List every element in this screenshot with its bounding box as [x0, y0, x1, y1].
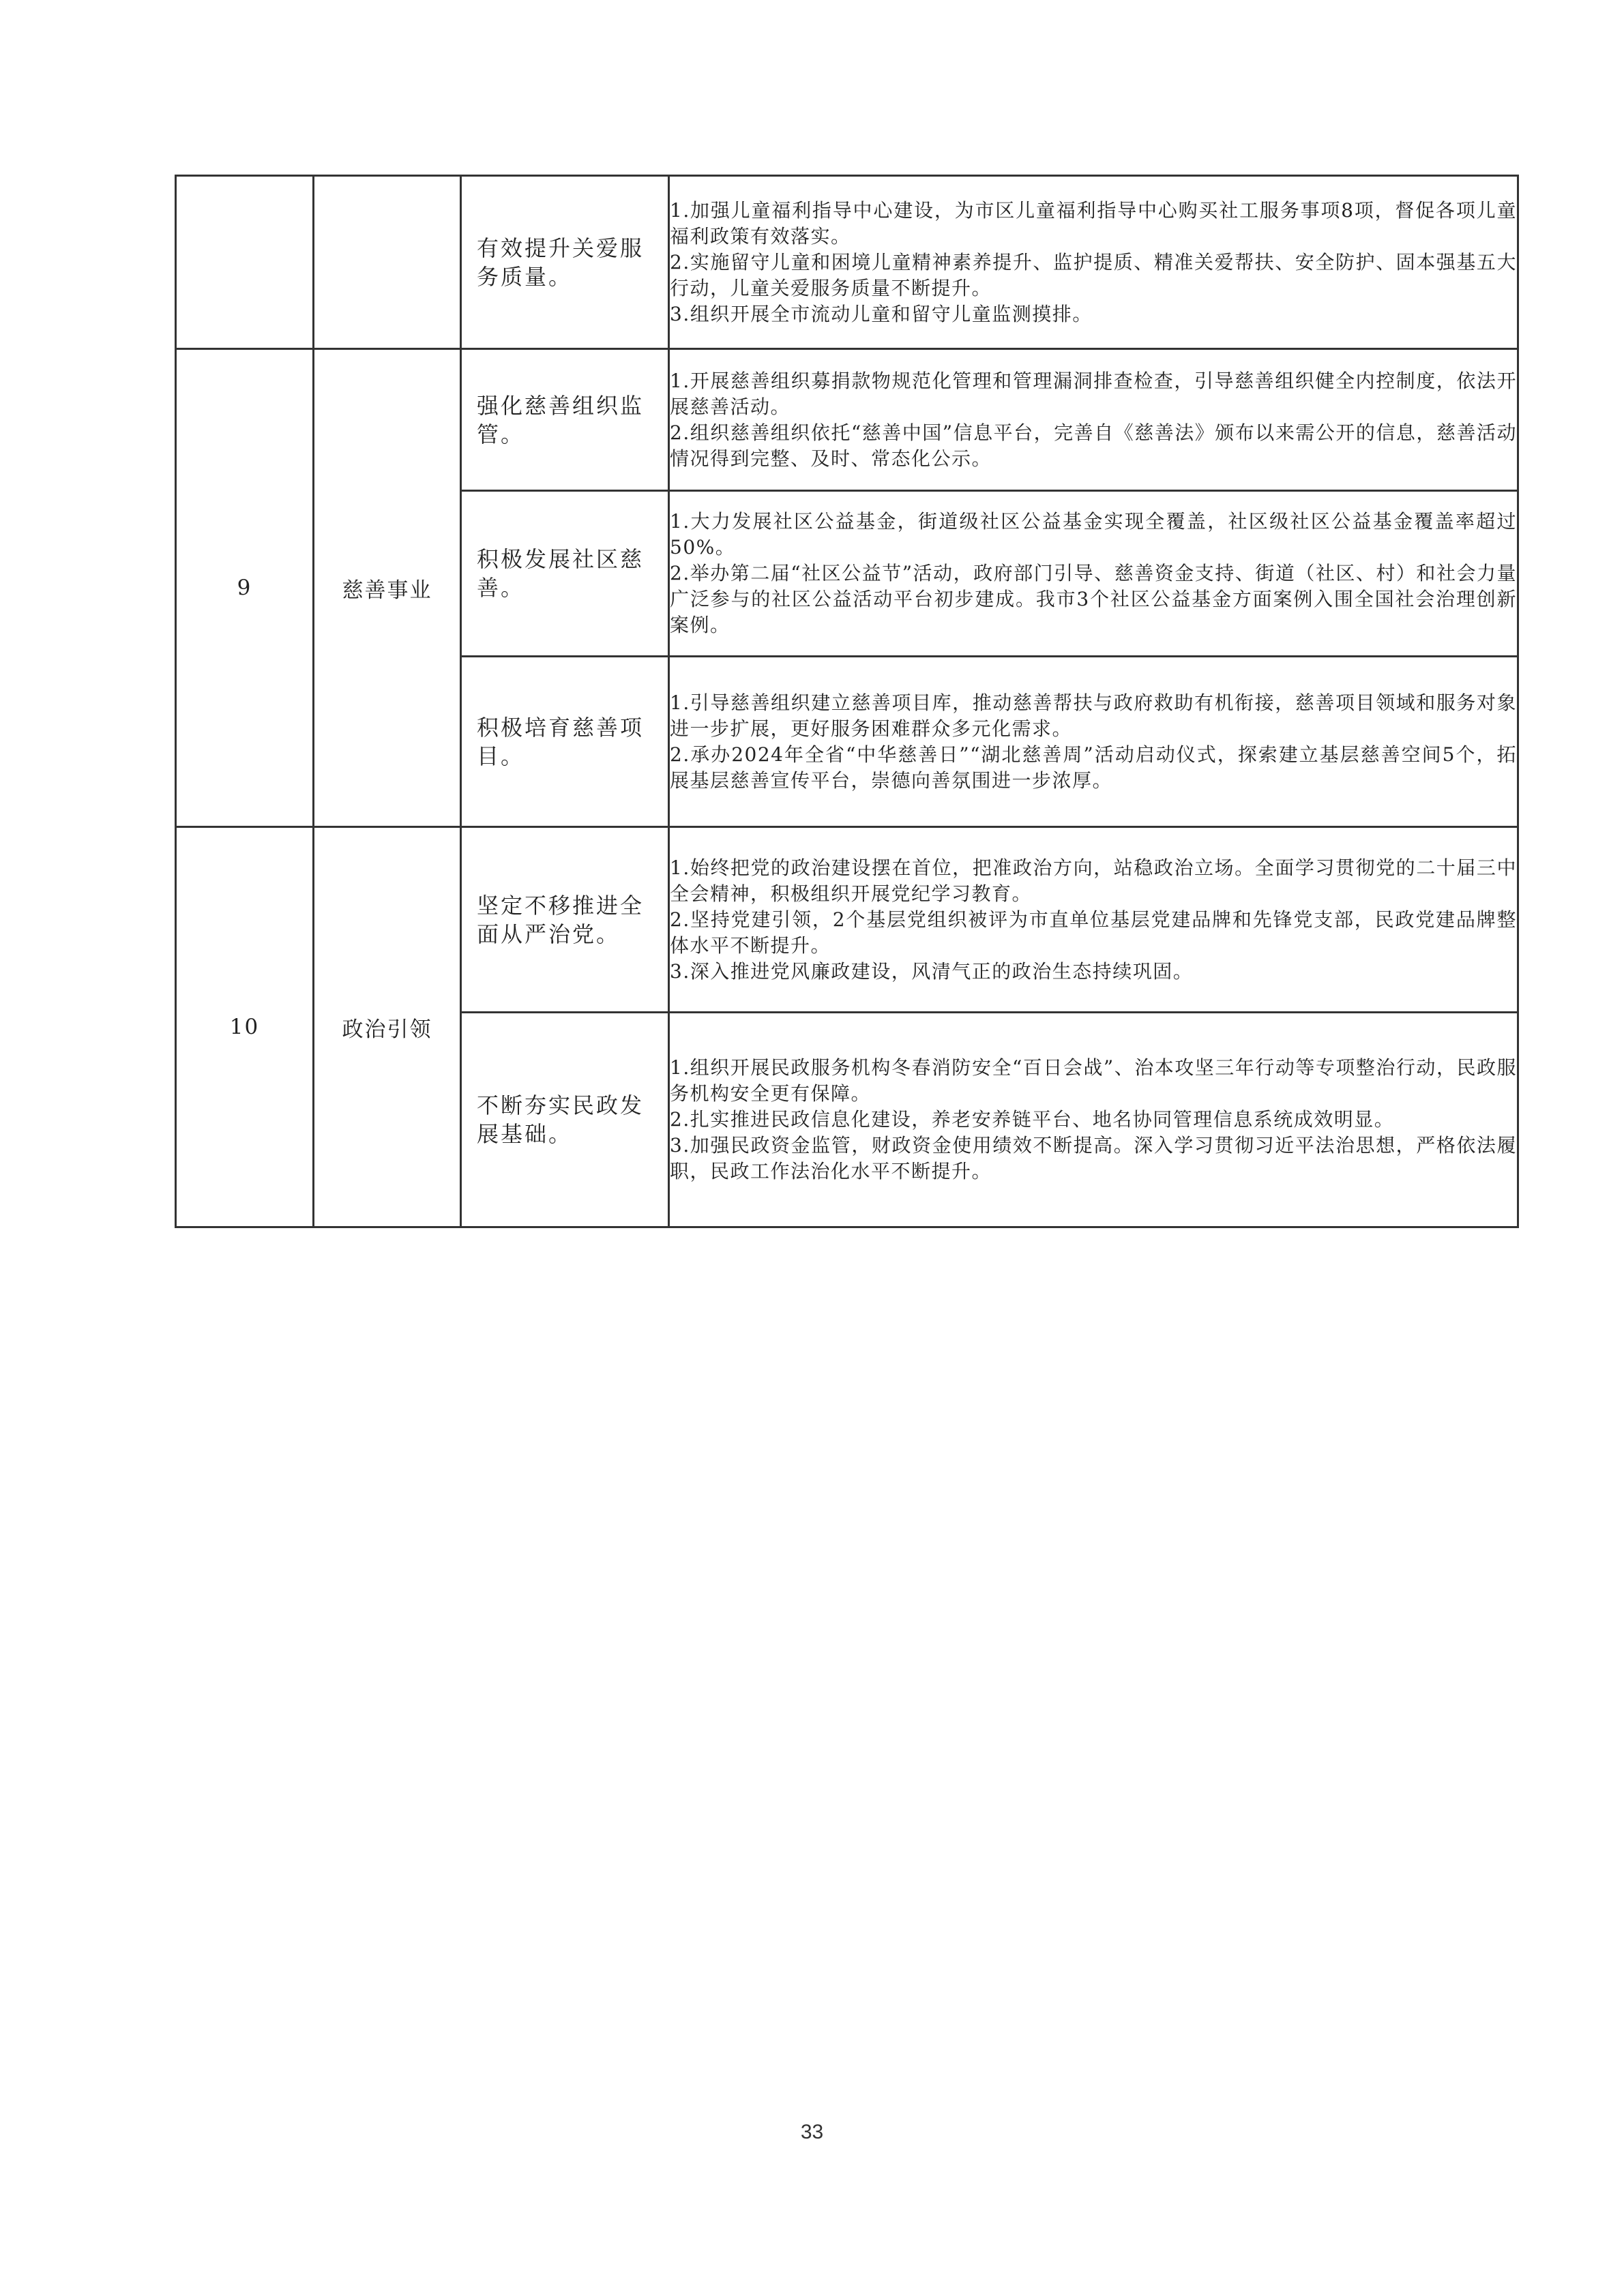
detail-item: 1.开展慈善组织募捐款物规范化管理和管理漏洞排查检查，引导慈善组织健全内控制度，依法开展慈善活动。: [670, 369, 1517, 418]
detail-item: 2.举办第二届“社区公益节”活动，政府部门引导、慈善资金支持、街道（社区、村）和社会力量广泛参与的社区公益活动平台初步建成。我市3个社区公益基金方面案例入围全国社会治理创新案例。: [670, 562, 1517, 636]
task-title: 积极发展社区慈善。: [477, 546, 645, 601]
category-cell: [314, 176, 461, 349]
detail-item: 3.深入推进党风廉政建设，风清气正的政治生态持续巩固。: [670, 959, 1194, 983]
detail-cell: [669, 827, 1518, 1013]
detail-item: 2.组织慈善组织依托“慈善中国”信息平台，完善自《慈善法》颁布以来需公开的信息，慈善活动情况得到完整、及时、常态化公示。: [670, 421, 1517, 470]
detail-item: 2.实施留守儿童和困境儿童精神素养提升、监护提质、精准关爱帮扶、安全防护、固本强基五大行动，儿童关爱服务质量不断提升。: [670, 250, 1517, 299]
task-title: 不断夯实民政发展基础。: [477, 1092, 645, 1147]
detail-item: 1.加强儿童福利指导中心建设，为市区儿童福利指导中心购买社工服务事项8项，督促各项儿童福利政策有效落实。: [670, 198, 1517, 248]
detail-item: 2.承办2024年全省“中华慈善日”“湖北慈善周”活动启动仪式，探索建立基层慈善空间5个，拓展基层慈善宣传平台，崇德向善氛围进一步浓厚。: [670, 743, 1517, 792]
detail-item: 1.引导慈善组织建立慈善项目库，推动慈善帮扶与政府救助有机衔接，慈善项目领域和服务对象进一步扩展，更好服务困难群众多元化需求。: [670, 691, 1517, 740]
task-cell: [461, 827, 669, 1013]
row-number: 9: [237, 576, 252, 600]
detail-cell: [669, 349, 1518, 491]
category-label: 政治引领: [342, 1017, 432, 1042]
work-summary-table: [175, 175, 1519, 1228]
task-title: 积极培育慈善项目。: [477, 714, 645, 769]
detail-cell: [669, 657, 1518, 827]
detail-item: 1.组织开展民政服务机构冬春消防安全“百日会战”、治本攻坚三年行动等专项整治行动，民政服务机构安全更有保障。: [670, 1056, 1517, 1105]
row-number-cell: [176, 176, 314, 349]
task-title: 坚定不移推进全面从严治党。: [477, 892, 645, 947]
table-row: [176, 349, 1518, 491]
detail-item: 1.始终把党的政治建设摆在首位，把准政治方向，站稳政治立场。全面学习贯彻党的二十届三中全会精神，积极组织开展党纪学习教育。: [670, 856, 1517, 905]
category-cell: [314, 349, 461, 827]
detail-item: 2.扎实推进民政信息化建设，养老安养链平台、地名协同管理信息系统成效明显。: [670, 1108, 1395, 1131]
category-label: 慈善事业: [342, 578, 432, 603]
row-number: 10: [229, 1015, 260, 1039]
page-number: 33: [800, 2121, 824, 2143]
detail-item: 3.加强民政资金监管，财政资金使用绩效不断提高。深入学习贯彻习近平法治思想，严格依法履职，民政工作法治化水平不断提升。: [670, 1134, 1517, 1182]
task-cell: [461, 349, 669, 491]
detail-item: 1.大力发展社区公益基金，街道级社区公益基金实现全覆盖，社区级社区公益基金覆盖率超过50%。: [670, 510, 1517, 558]
table-row: [176, 827, 1518, 1013]
task-cell: [461, 491, 669, 657]
task-cell: [461, 176, 669, 349]
task-cell: [461, 657, 669, 827]
detail-cell: [669, 176, 1518, 349]
row-number-cell: [176, 349, 314, 827]
row-number-cell: [176, 827, 314, 1227]
category-cell: [314, 827, 461, 1227]
detail-item: 2.坚持党建引领，2个基层党组织被评为市直单位基层党建品牌和先锋党支部，民政党建品牌整体水平不断提升。: [670, 908, 1517, 957]
table-row: [176, 176, 1518, 349]
detail-item: 3.组织开展全市流动儿童和留守儿童监测摸排。: [670, 302, 1093, 325]
task-title: 有效提升关爱服务质量。: [477, 235, 645, 290]
detail-cell: [669, 491, 1518, 657]
task-cell: [461, 1013, 669, 1227]
detail-cell: [669, 1013, 1518, 1227]
task-title: 强化慈善组织监管。: [477, 392, 645, 447]
